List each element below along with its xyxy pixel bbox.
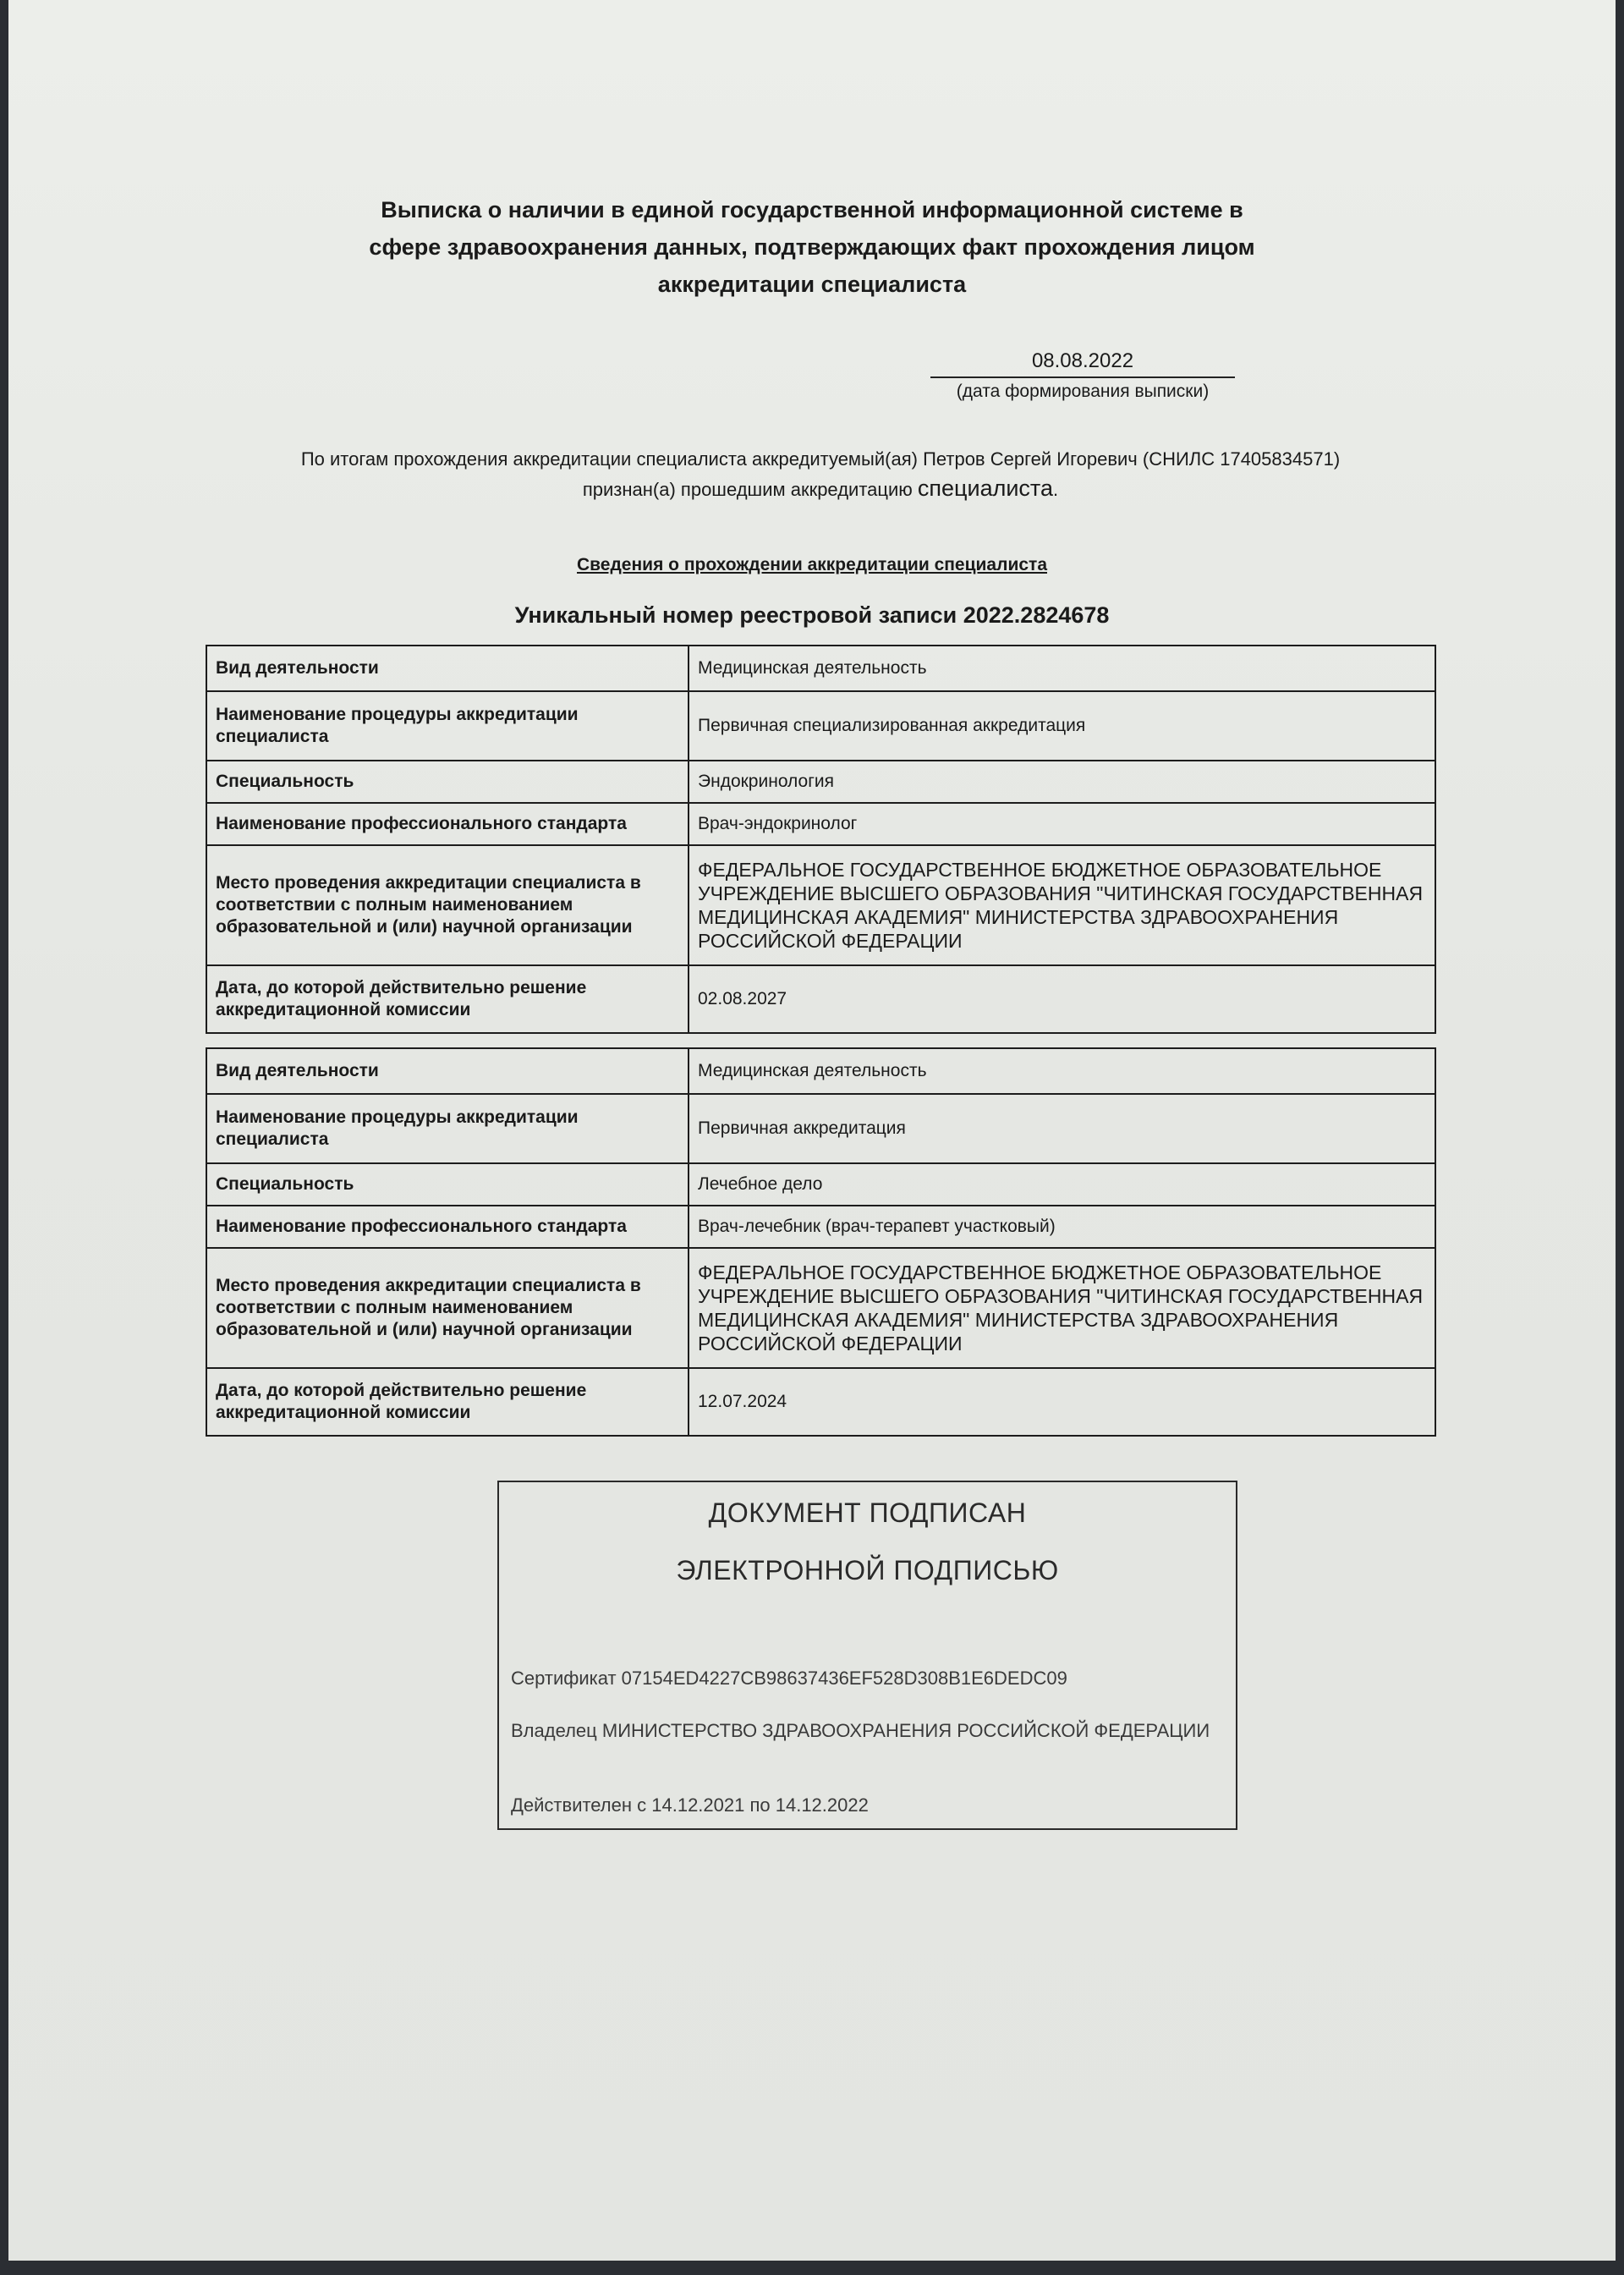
table-row	[206, 761, 1435, 803]
row-key: Место проведения аккредитации специалиста в соответствии с полным наименованием образовательной и (или) научной организации	[206, 845, 689, 965]
stamp-heading-2: ЭЛЕКТРОННОЙ ПОДПИСЬЮ	[676, 1555, 1059, 1585]
row-key: Наименование профессионального стандарта	[206, 1206, 689, 1248]
table-row	[206, 845, 1435, 965]
document-page	[8, 0, 1616, 2261]
stamp-heading-1: ДОКУМЕНТ ПОДПИСАН	[708, 1497, 1027, 1528]
intro-paragraph	[220, 445, 1421, 504]
table-row	[206, 1163, 1435, 1206]
intro-line-2-suffix: .	[1053, 479, 1059, 500]
row-value: Первичная специализированная аккредитация	[689, 691, 1435, 761]
row-key: Вид деятельности	[206, 646, 689, 691]
table-row	[206, 646, 1435, 691]
table-row	[206, 1248, 1435, 1368]
row-value: Лечебное дело	[689, 1163, 1435, 1206]
table-row	[206, 803, 1435, 845]
row-key: Наименование профессионального стандарта	[206, 803, 689, 845]
row-key: Место проведения аккредитации специалиста в соответствии с полным наименованием образовательной и (или) научной организации	[206, 1248, 689, 1368]
accreditation-table-2	[206, 1047, 1436, 1437]
intro-line-2-prefix: признан(а) прошедшим аккредитацию	[582, 479, 918, 500]
table-row	[206, 1206, 1435, 1248]
electronic-signature-stamp	[497, 1481, 1237, 1830]
table-row	[206, 965, 1435, 1033]
row-key: Дата, до которой действительно решение аккредитационной комиссии	[206, 965, 689, 1033]
row-value: Первичная аккредитация	[689, 1094, 1435, 1163]
table-row	[206, 1368, 1435, 1436]
row-key: Вид деятельности	[206, 1048, 689, 1094]
stamp-certificate: Сертификат 07154ED4227CB98637436EF528D308B1E6DEDC09	[511, 1668, 1067, 1689]
formation-date-caption: (дата формирования выписки)	[956, 382, 1210, 401]
table-row	[206, 1094, 1435, 1163]
table-row	[206, 1048, 1435, 1094]
accreditation-table-1	[206, 645, 1436, 1034]
row-key: Наименование процедуры аккредитации специалиста	[206, 691, 689, 761]
formation-date-block	[930, 349, 1235, 402]
intro-line-1: По итогам прохождения аккредитации специалиста аккредитуемый(ая) Петров Сергей Игоревич (СНИЛС 17405834571)	[300, 448, 1341, 470]
intro-line-2-emphasis: специалиста	[917, 475, 1054, 501]
row-key: Специальность	[206, 1163, 689, 1206]
row-value: 12.07.2024	[689, 1368, 1435, 1436]
row-key: Дата, до которой действительно решение аккредитационной комиссии	[206, 1368, 689, 1436]
row-value: Врач-эндокринолог	[689, 803, 1435, 845]
row-value: Медицинская деятельность	[689, 1048, 1435, 1094]
row-value: ФЕДЕРАЛЬНОЕ ГОСУДАРСТВЕННОЕ БЮДЖЕТНОЕ ОБРАЗОВАТЕЛЬНОЕ УЧРЕЖДЕНИЕ ВЫСШЕГО ОБРАЗОВАНИЯ "ЧИТИНСКАЯ ГОСУДАРСТВЕННАЯ МЕДИЦИНСКАЯ АКАДЕМИЯ" МИНИСТЕРСТВА ЗДРАВООХРАНЕНИЯ РОССИЙСКОЙ ФЕДЕРАЦИИ	[689, 845, 1435, 965]
row-value: Медицинская деятельность	[689, 646, 1435, 691]
row-key: Специальность	[206, 761, 689, 803]
stamp-validity: Действителен с 14.12.2021 по 14.12.2022	[511, 1794, 869, 1816]
table-row	[206, 691, 1435, 761]
row-value: 02.08.2027	[689, 965, 1435, 1033]
formation-date: 08.08.2022	[930, 349, 1235, 378]
document-title: Выписка о наличии в единой государственной информационной системе в сфере здравоохранения данных, подтверждающих факт прохождения лицом аккредитации специалиста	[369, 197, 1255, 297]
row-key: Наименование процедуры аккредитации специалиста	[206, 1094, 689, 1163]
section-title: Сведения о прохождении аккредитации специалиста	[577, 555, 1047, 574]
row-value: Врач-лечебник (врач-терапевт участковый)	[689, 1206, 1435, 1248]
registry-number: Уникальный номер реестровой записи 2022.2824678	[514, 602, 1110, 628]
row-value: Эндокринология	[689, 761, 1435, 803]
row-value: ФЕДЕРАЛЬНОЕ ГОСУДАРСТВЕННОЕ БЮДЖЕТНОЕ ОБРАЗОВАТЕЛЬНОЕ УЧРЕЖДЕНИЕ ВЫСШЕГО ОБРАЗОВАНИЯ "ЧИТИНСКАЯ ГОСУДАРСТВЕННАЯ МЕДИЦИНСКАЯ АКАДЕМИЯ" МИНИСТЕРСТВА ЗДРАВООХРАНЕНИЯ РОССИЙСКОЙ ФЕДЕРАЦИИ	[689, 1248, 1435, 1368]
stamp-owner: Владелец МИНИСТЕРСТВО ЗДРАВООХРАНЕНИЯ РОССИЙСКОЙ ФЕДЕРАЦИИ	[511, 1720, 1210, 1741]
intro-line-2	[220, 474, 1421, 504]
